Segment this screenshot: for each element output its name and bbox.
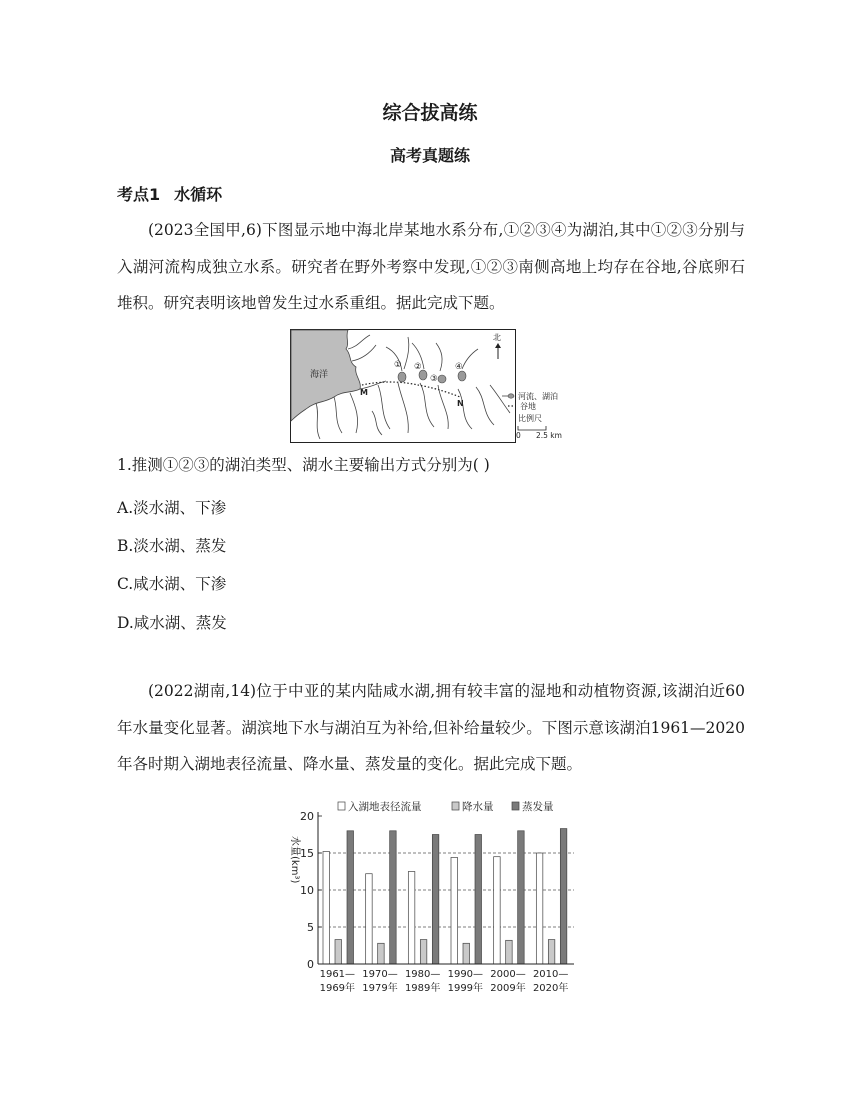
x-tick-label: 1999年	[447, 983, 484, 994]
section-label: 考点1	[117, 185, 161, 204]
x-tick-label: 1980—	[404, 969, 441, 980]
runoff-bar	[536, 853, 543, 964]
passage-1: (2023全国甲,6)下图显示地中海北岸某地水系分布,①②③④为湖泊,其中①②③分别与入湖河流构成独立水系。研究者在野外考察中发现,①②③南侧高地上均存在谷地,谷底卵石堆积。研究表明该地曾发生过水系重组。据此完成下题。	[117, 221, 745, 312]
lake-label: ②	[414, 362, 422, 372]
legend-evaporation-label: 蒸发量	[522, 801, 554, 813]
runoff-bar	[323, 852, 330, 964]
scale-zero: 0	[516, 431, 521, 440]
option-b[interactable]: B.淡水湖、蒸发	[117, 537, 227, 555]
legend-precipitation-swatch	[452, 802, 459, 810]
lake-label: ④	[455, 362, 463, 372]
section-heading	[117, 182, 222, 205]
x-tick-label: 1969年	[319, 983, 356, 994]
lake-label: ③	[430, 374, 438, 384]
x-tick-label: 2020年	[532, 983, 569, 994]
legend-river-lake: 河流、湖泊	[518, 392, 558, 401]
runoff-bar	[451, 857, 458, 964]
sea-label: 海洋	[310, 370, 329, 380]
passage-2: (2022湖南,14)位于中亚的某内陆咸水湖,拥有较丰富的湿地和动植物资源,该湖泊近60年水量变化显著。湖滨地下水与湖泊互为补给,但补给量较少。下图示意该湖泊1961—2020年各时期入湖地表径流量、降水量、蒸发量的变化。据此完成下题。	[117, 682, 745, 773]
lake-legend-icon	[508, 394, 514, 398]
evaporation-bar	[432, 835, 439, 965]
y-tick-label: 5	[307, 921, 314, 934]
page-subtitle: 高考真题练	[389, 146, 470, 165]
precipitation-bar	[463, 943, 470, 964]
evaporation-bar	[475, 835, 482, 965]
legend-runoff-swatch	[338, 802, 345, 810]
evaporation-bar	[347, 831, 354, 964]
x-tick-label: 1970—	[362, 969, 398, 980]
bars	[323, 829, 567, 964]
page-title: 综合拔高练	[382, 102, 478, 124]
x-tick-label: 1961—	[319, 969, 356, 980]
section-topic: 水循环	[174, 185, 223, 204]
legend-runoff-label: 入湖地表径流量	[348, 801, 422, 813]
precipitation-bar	[506, 940, 513, 964]
grid-lines	[318, 853, 574, 927]
scale-bar	[518, 426, 546, 430]
precipitation-bar	[335, 940, 342, 964]
x-tick-label: 1989年	[404, 983, 441, 994]
point-n-label: N	[457, 399, 464, 408]
evaporation-bar	[390, 831, 397, 964]
evaporation-bar	[560, 829, 567, 964]
y-axis-ticks	[300, 810, 322, 971]
chart-legend	[338, 800, 554, 813]
option-a[interactable]: A.淡水湖、下渗	[117, 499, 227, 517]
option-c[interactable]: C.咸水湖、下渗	[117, 575, 227, 593]
north-label: 北	[493, 333, 501, 342]
option-d[interactable]: D.咸水湖、蒸发	[117, 614, 227, 632]
question-1-stem: 1.推测①②③的湖泊类型、湖水主要输出方式分别为( )	[117, 456, 490, 474]
precipitation-bar	[378, 943, 385, 964]
runoff-bar	[494, 857, 501, 964]
precipitation-bar	[420, 940, 427, 964]
x-tick-label: 2009年	[490, 983, 526, 994]
y-tick-label: 10	[300, 884, 314, 897]
x-tick-label: 1990—	[447, 969, 484, 980]
y-tick-label: 15	[300, 847, 314, 860]
lake-label: ①	[394, 360, 402, 370]
x-tick-label: 1979年	[362, 983, 398, 994]
legend-valley: 谷地	[520, 402, 536, 411]
runoff-bar	[408, 872, 415, 965]
x-tick-label: 2010—	[532, 969, 569, 980]
runoff-bar	[366, 874, 373, 964]
y-axis-label: 水量(km³)	[289, 836, 300, 884]
y-tick-label: 0	[307, 958, 314, 971]
legend-precipitation-label: 降水量	[462, 801, 494, 813]
water-system-map	[290, 329, 570, 444]
x-tick-label: 2000—	[490, 969, 526, 980]
evaporation-bar	[518, 831, 525, 964]
scale-value: 2.5 km	[536, 431, 562, 440]
x-axis-ticks	[320, 969, 569, 994]
legend-evaporation-swatch	[512, 802, 519, 810]
point-m-label: M	[360, 388, 368, 397]
y-tick-label: 20	[300, 810, 314, 823]
water-volume-chart	[282, 798, 582, 998]
legend-scale: 比例尺	[518, 414, 542, 423]
precipitation-bar	[548, 940, 555, 964]
